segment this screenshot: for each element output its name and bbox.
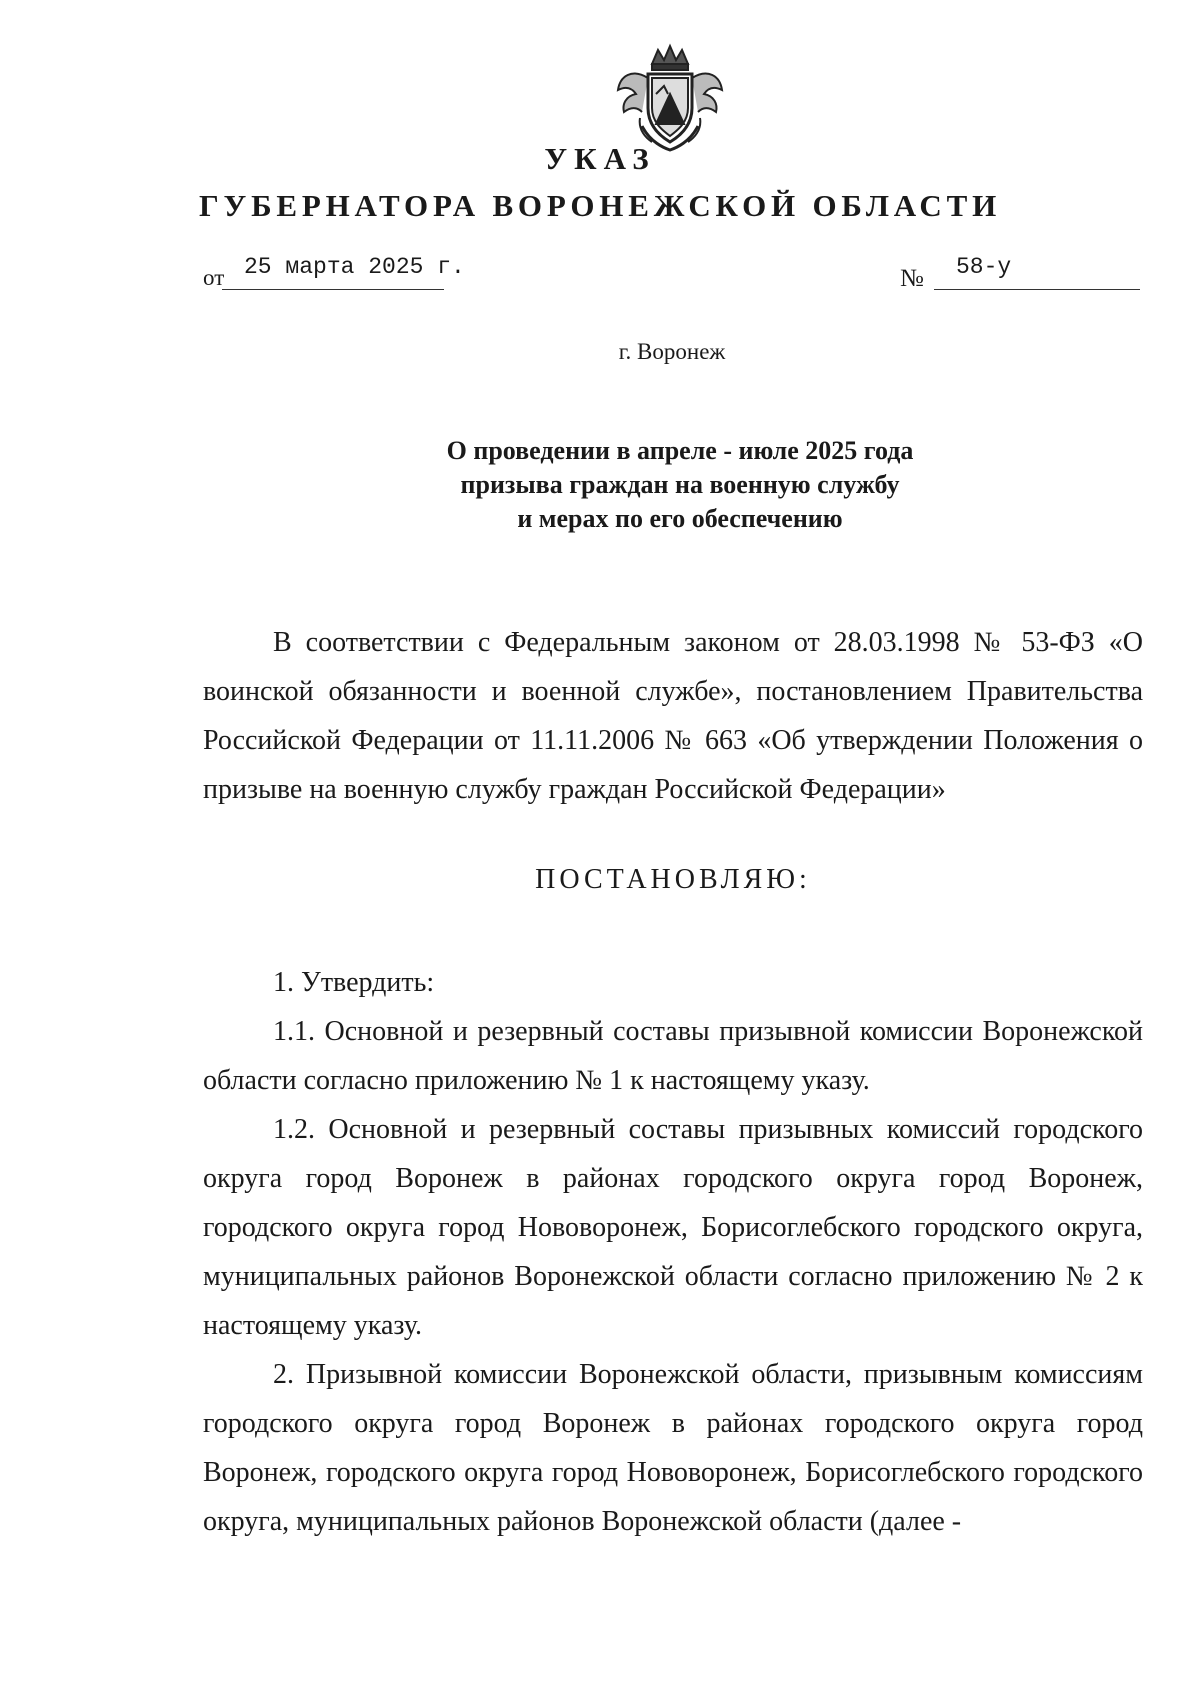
preamble-paragraph: В соответствии с Федеральным законом от 28.03.1998 № 53-ФЗ «О воинской обязанности и военной службе», постановлением Правительства Российской Федерации от 11.11.2006 № 663 «Об утверждении Положения о призыве на военную службу граждан Российской Федерации» (203, 627, 1143, 805)
item-2-paragraph: 2. Призывной комиссии Воронежской области, призывным комиссиям городского округа город Воронеж в районах городского округа город Воронеж, городского округа город Нововоронеж, Борисоглебского городского округа, муниципальных районов Воронежской области (далее - (203, 1359, 1143, 1537)
subject-line-3: и мерах по его обеспечению (517, 504, 843, 533)
coat-of-arms-icon (612, 38, 728, 154)
number-value: 58-у (956, 254, 1012, 280)
number-underline (934, 289, 1140, 290)
decree-word: ПОСТАНОВЛЯЮ: (535, 864, 811, 895)
city-label: г. Воронеж (618, 339, 726, 364)
coat-of-arms-svg (612, 38, 728, 154)
item-1-1-paragraph: 1.1. Основной и резервный составы призывной комиссии Воронежской области согласно приложению № 1 к настоящему указу. (203, 1016, 1143, 1096)
subject-line-1: О проведении в апреле - июле 2025 года (446, 436, 914, 465)
decree-subject (0, 434, 1200, 536)
subject-line-2: призыва граждан на военную службу (460, 470, 900, 499)
number-prefix-label: № (900, 265, 924, 292)
date-value: 25 марта 2025 г. (244, 254, 465, 280)
item-1-paragraph: 1. Утвердить: (273, 967, 435, 998)
item-1-2-paragraph: 1.2. Основной и резервный составы призывных комиссий городского округа город Воронеж в районах городского округа город Воронеж, городского округа город Нововоронеж, Борисоглебского городского округа, муниципальных районов Воронежской области согласно приложению № 2 к настоящему указу. (203, 1114, 1143, 1341)
document-type-title: УКАЗ (544, 141, 656, 176)
issuer-title: ГУБЕРНАТОРА ВОРОНЕЖСКОЙ ОБЛАСТИ (199, 188, 1001, 223)
date-prefix-label: от (203, 265, 225, 290)
date-underline (222, 289, 444, 290)
